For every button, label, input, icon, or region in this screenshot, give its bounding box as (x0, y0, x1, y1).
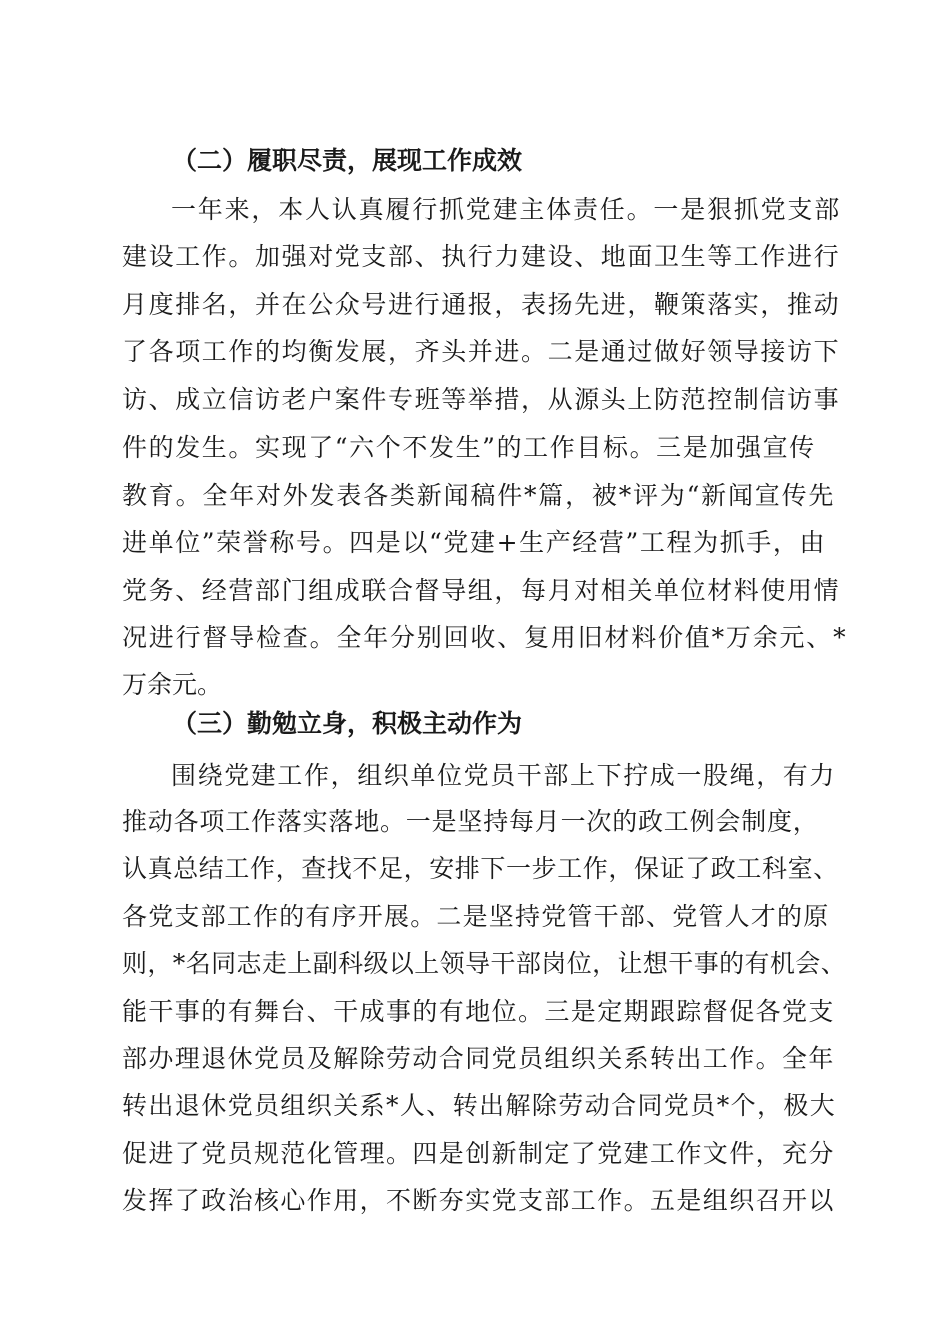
paragraph-line: 部办理退休党员及解除劳动合同党员组织关系转出工作。全年 (122, 1044, 835, 1073)
paragraph-line: 促进了党员规范化管理。四是创新制定了党建工作文件，充分 (122, 1139, 835, 1168)
paragraph-line: 一年来，本人认真履行抓党建主体责任。一是狠抓党支部 (171, 195, 842, 224)
paragraph-line: 党务、经营部门组成联合督导组，每月对相关单位材料使用情 (122, 576, 841, 605)
paragraph-line: 转出退休党员组织关系*人、转出解除劳动合同党员*个，极大 (122, 1091, 837, 1120)
paragraph-line: 件的发生。实现了“六个不发生”的工作目标。三是加强宣传 (122, 433, 816, 462)
paragraph-line: 月度排名，并在公众号进行通报，表扬先进，鞭策落实，推动 (122, 290, 841, 319)
paragraph-line: 教育。全年对外发表各类新闻稿件*篇，被*评为“新闻宣传先 (122, 481, 836, 510)
paragraph-line: 认真总结工作，查找不足，安排下一步工作，保证了政工科室、 (122, 854, 839, 883)
paragraph-line: 发挥了政治核心作用，不断夯实党支部工作。五是组织召开以 (122, 1186, 835, 1215)
paragraph-line: 能干事的有舞台、干成事的有地位。三是定期跟踪督促各党支 (122, 997, 835, 1026)
paragraph-line: 访、成立信访老户案件专班等举措，从源头上防范控制信访事 (122, 385, 841, 414)
section-heading-2: （二）履职尽责，展现工作成效 (172, 146, 523, 175)
section-heading-3: （三）勤勉立身，积极主动作为 (172, 709, 523, 738)
paragraph-line: 进单位”荣誉称号。四是以“党建+生产经营”工程为抓手，由 (122, 528, 827, 557)
paragraph-line: 各党支部工作的有序开展。二是坚持党管干部、党管人才的原 (122, 902, 830, 931)
paragraph-line: 推动各项工作落实落地。一是坚持每月一次的政工例会制度， (122, 807, 819, 836)
paragraph-line: 建设工作。加强对党支部、执行力建设、地面卫生等工作进行 (122, 242, 841, 271)
paragraph-line: 况进行督导检查。全年分别回收、复用旧材料价值*万余元、* (122, 623, 848, 652)
paragraph-line: 了各项工作的均衡发展，齐头并进。二是通过做好领导接访下 (122, 337, 841, 366)
paragraph-line: 则，*名同志走上副科级以上领导干部岗位，让想干事的有机会、 (122, 949, 847, 978)
paragraph-line: 万余元。 (122, 670, 223, 699)
paragraph-line: 围绕党建工作，组织单位党员干部上下拧成一股绳，有力 (171, 761, 837, 790)
